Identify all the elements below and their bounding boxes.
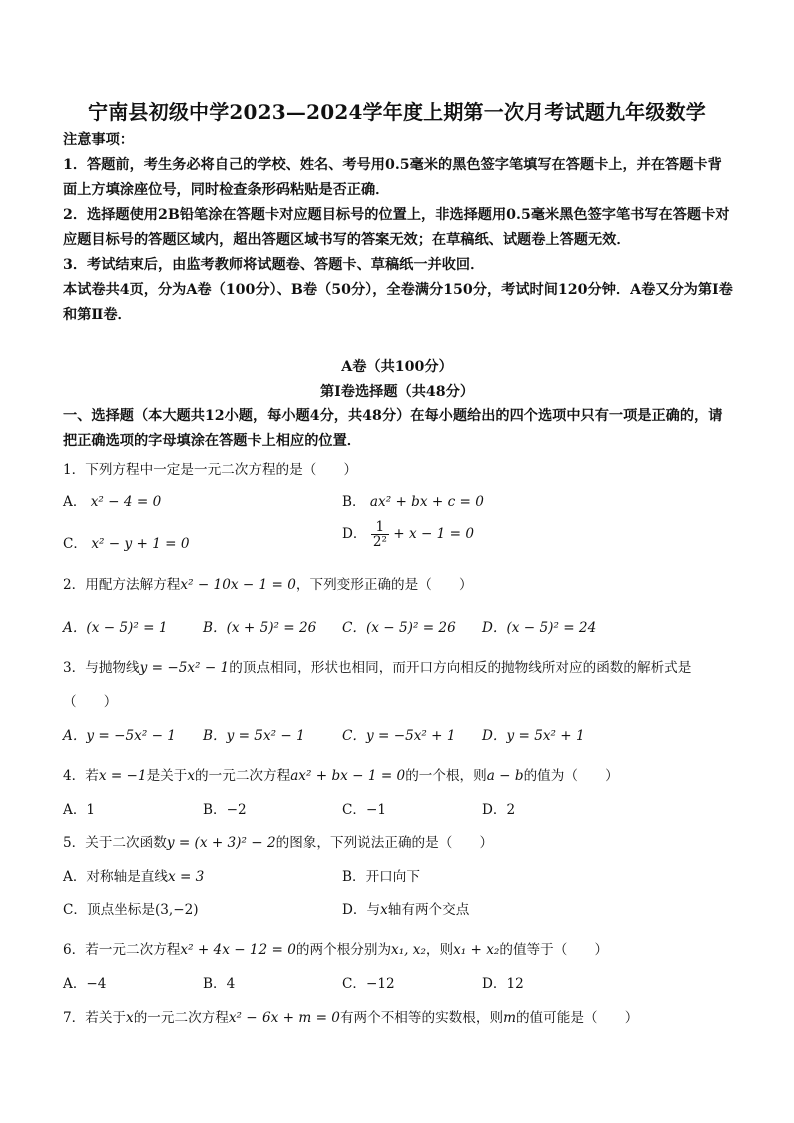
option-label: B． [342, 494, 366, 510]
question-3-option-c: C．y = −5x² + 1 [342, 728, 456, 744]
section-a1-heading: 第Ⅰ卷选择题（共48分） [319, 384, 475, 400]
question-4-option-d: D．2 [482, 802, 516, 818]
question-5-option-a [63, 865, 204, 885]
stem-text: 的图象，下列说法正确的是（ ） [275, 835, 494, 851]
stem-text: 7．若关于 [63, 1010, 127, 1026]
question-1-stem: 1．下列方程中一定是一元二次方程的是（ ） [63, 462, 358, 478]
question-4-option-b: B．−2 [203, 802, 247, 818]
math-expression: x = 3 [167, 869, 205, 885]
stem-text: 的顶点相同，形状也相同，而开口方向相反的抛物线所对应的函数的解析式是 [229, 660, 692, 676]
question-5-option-d [342, 898, 469, 918]
option-text: A．对称轴是直线 [63, 869, 168, 885]
question-2-stem [63, 573, 473, 593]
notice-item-2: 2．选择题使用2B铅笔涂在答题卡对应题目标号的位置上，非选择题用0.5毫米黑色签字笔书写在答题卡对应题目标号的答题区域内，超出答题区域书写的答案无效；在草稿纸、试题卷上答题无效． [63, 207, 730, 248]
fraction-denominator: 2² [372, 534, 387, 550]
question-3-answer-paren: （ ） [63, 694, 118, 710]
question-6-option-b: B．4 [203, 976, 236, 992]
math-variable: x [126, 1010, 134, 1026]
question-2-option-a: A．(x − 5)² = 1 [63, 620, 168, 636]
math-variable: x [187, 768, 196, 784]
question-6-option-d: D．12 [482, 976, 524, 992]
math-expression: ax² + bx − 1 = 0 [290, 768, 406, 784]
question-3-stem [63, 656, 691, 676]
math-expression: y = −5x² − 1 [139, 660, 230, 676]
math-variable: x [380, 902, 388, 918]
notice-block [63, 128, 735, 328]
stem-text: 的一元二次方程 [133, 1010, 229, 1026]
stem-text: ，下列变形正确的是（ ） [295, 577, 473, 593]
question-3-option-a: A．y = −5x² − 1 [63, 728, 176, 744]
question-2-option-c: C．(x − 5)² = 26 [342, 620, 456, 636]
option-text: D．与 [342, 902, 381, 918]
stem-text: 有两个不相等的实数根，则 [339, 1010, 504, 1026]
stem-text: 的两个根分别为 [295, 942, 392, 958]
math-expression: x₁ + x₂ [453, 942, 500, 958]
math-expression: ax² + bx + c = 0 [369, 494, 484, 510]
question-3-option-d: D．y = 5x² + 1 [482, 728, 585, 744]
part1-instructions: 一、选择题（本大题共12小题，每小题4分，共48分）在每小题给出的四个选项中只有一项是正确的，请把正确选项的字母填涂在答题卡上相应的位置． [63, 408, 723, 449]
question-5-stem [63, 831, 493, 851]
exam-info: 本试卷共4页，分为A卷（100分）、B卷（50分），全卷满分150分，考试时间120分钟．A卷又分为第Ⅰ卷和第Ⅱ卷． [63, 282, 733, 323]
stem-text: 的值可能是（ ） [515, 1010, 639, 1026]
math-expression: a − b [486, 768, 524, 784]
option-label: C． [63, 536, 87, 552]
question-4-option-c: C．−1 [342, 802, 387, 818]
exam-title: 宁南县初级中学2023—2024学年度上期第一次月考试题九年级数学 [88, 100, 706, 124]
question-2-option-b: B．(x + 5)² = 26 [203, 620, 317, 636]
math-expression: + x − 1 = 0 [393, 526, 475, 542]
stem-text: 3．与抛物线 [63, 660, 140, 676]
option-label: D． [342, 526, 367, 542]
stem-text: 的值为（ ） [523, 768, 619, 784]
question-5-option-b: B．开口向下 [342, 869, 420, 885]
question-3-option-b: B．y = 5x² − 1 [203, 728, 305, 744]
math-expression: (3,−2) [154, 902, 199, 918]
math-variable: m [503, 1010, 516, 1026]
question-4-stem [63, 764, 619, 784]
question-6-option-a: A．−4 [63, 976, 107, 992]
math-expression: x = −1 [98, 768, 147, 784]
notice-item-1: 1．答题前，考生务必将自己的学校、姓名、考号用0.5毫米的黑色签字笔填写在答题卡上，并在答题卡背面上方填涂座位号，同时检查条形码粘贴是否正确． [63, 157, 722, 198]
notice-heading: 注意事项： [63, 132, 134, 148]
question-7-stem [63, 1006, 638, 1026]
math-expression: y = (x + 3)² − 2 [166, 835, 276, 851]
stem-text: ，则 [425, 942, 454, 958]
question-1-option-a [63, 490, 161, 510]
stem-text: 5．关于二次函数 [63, 835, 167, 851]
question-5-option-c [63, 898, 199, 918]
section-a-heading: A卷（共100分） [341, 359, 453, 375]
stem-text: 2．用配方法解方程 [63, 577, 181, 593]
option-text: 轴有两个交点 [387, 902, 470, 918]
stem-text: 的一个根，则 [405, 768, 487, 784]
question-1-option-c [63, 532, 190, 552]
question-1-option-d [342, 520, 474, 549]
option-label: A． [63, 494, 87, 510]
question-1-option-b [342, 490, 484, 510]
math-expression: x² − 4 = 0 [90, 494, 162, 510]
option-text: C．顶点坐标是 [63, 902, 155, 918]
stem-text: 的值等于（ ） [499, 942, 609, 958]
stem-text: 6．若一元二次方程 [63, 942, 181, 958]
fraction-numerator: 1 [371, 520, 389, 535]
stem-text: 是关于 [146, 768, 188, 784]
stem-text: 的一元二次方程 [195, 768, 291, 784]
notice-item-3: 3．考试结束后，由监考教师将试题卷、答题卡、草稿纸一并收回． [63, 257, 485, 273]
math-expression: x₁, x₂ [391, 942, 426, 958]
question-4-option-a: A．1 [63, 802, 96, 818]
question-2-option-d: D．(x − 5)² = 24 [482, 620, 597, 636]
math-expression: x² − 10x − 1 = 0 [180, 577, 296, 593]
math-expression: x² − 6x + m = 0 [228, 1010, 340, 1026]
math-expression: x² + 4x − 12 = 0 [180, 942, 296, 958]
fraction [371, 520, 389, 549]
stem-text: 4．若 [63, 768, 99, 784]
math-expression: x² − y + 1 = 0 [91, 536, 190, 552]
question-6-option-c: C．−12 [342, 976, 395, 992]
question-6-stem [63, 938, 608, 958]
